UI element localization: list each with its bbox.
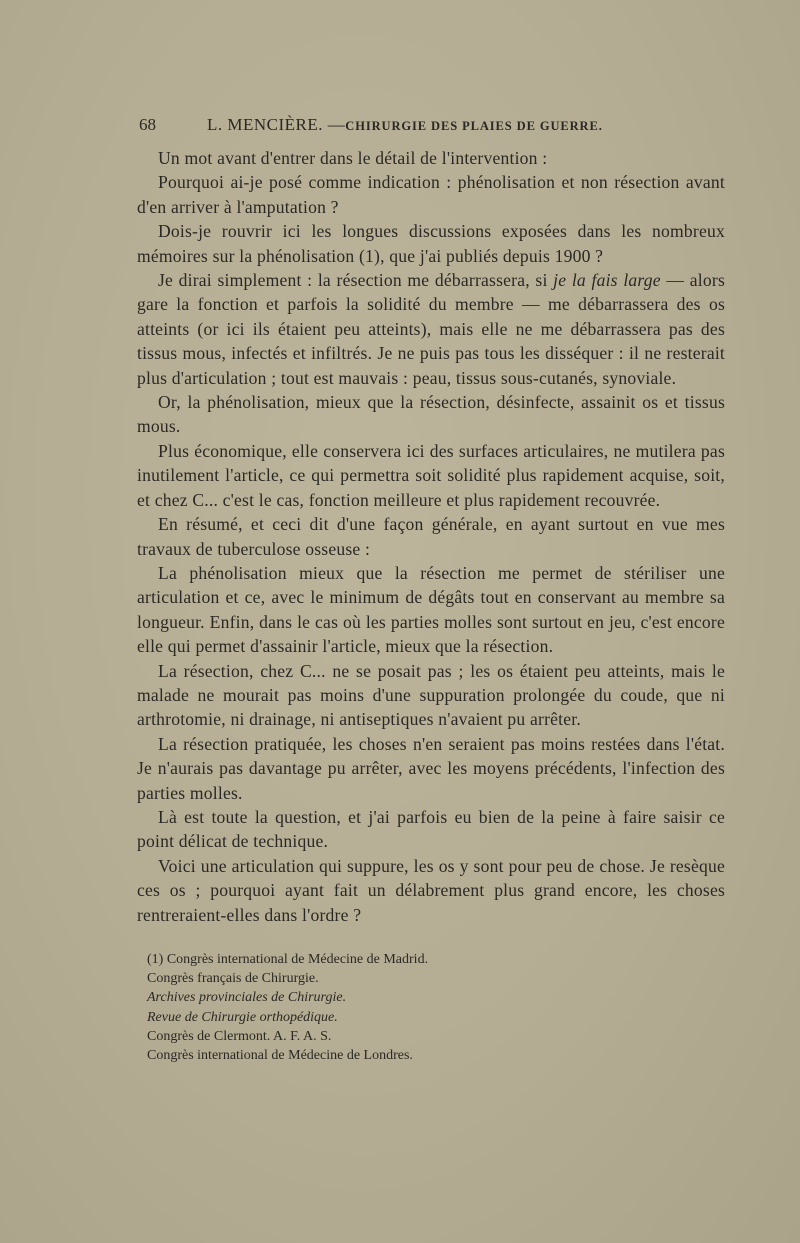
- paragraph: Or, la phénolisation, mieux que la résection, désinfecte, assainit os et tissus mous.: [137, 392, 725, 437]
- footnote: Congrès français de Chirurgie.: [147, 971, 319, 987]
- paragraph: Un mot avant d'entrer dans le détail de l'intervention :: [158, 148, 548, 168]
- book-title: CHIRURGIE DES PLAIES DE GUERRE.: [345, 119, 603, 133]
- paragraph: La résection, chez C... ne se posait pas ; les os étaient peu atteints, mais le malade ne mourait pas moins d'une suppuration prolongée du coude, que ni arthrotomie, ni drainage, ni antiseptiques n'avaient pu arrêter.: [137, 660, 725, 730]
- footnote: Congrès international de Médecine de Londres.: [147, 1048, 413, 1064]
- paragraph: Je dirai simplement : la résection me débarrassera, si je la fais large — alors gare la fonction et parfois la solidité du membre — me débarrassera des os atteints (or ici ils étaient peu atteints), mais elle ne me débarrassera pas des tissus mous, infectés et infiltrés. Je ne puis pas tous les disséquer : il ne resterait plus d'articulation ; tout est mauvais : peau, tissus sous-cutanés, synoviale.: [137, 270, 725, 388]
- author-name: L. MENCIÈRE. —: [207, 115, 346, 134]
- paragraph: Dois-je rouvrir ici les longues discussions exposées dans les nombreux mémoires sur la phénolisation (1), que j'ai publiés depuis 1900 ?: [137, 221, 725, 266]
- page-content: [137, 115, 725, 1065]
- paragraph: En résumé, et ceci dit d'une façon générale, en ayant surtout en vue mes travaux de tuberculose osseuse :: [137, 514, 725, 559]
- paragraph: Plus économique, elle conservera ici des surfaces articulaires, ne mutilera pas inutilement l'article, ce qui permettra soit solidité plus rapidement acquise, soit, et chez C... c'est le cas, fonction meilleure et plus rapidement recouvrée.: [137, 440, 725, 510]
- paragraph: La résection pratiquée, les choses n'en seraient pas moins restées dans l'état. Je n'aurais pas davantage pu arrêter, avec les moyens précédents, l'infection des parties molles.: [137, 733, 725, 803]
- page-number: 68: [139, 115, 156, 134]
- body-text: [137, 146, 725, 927]
- footnote: Archives provinciales de Chirurgie.: [147, 990, 347, 1006]
- paragraph: Voici une articulation qui suppure, les os y sont pour peu de chose. Je resèque ces os ; pourquoi ayant fait un délabrement plus grand encore, les choses rentreraient-elles dans l'ordre ?: [137, 855, 725, 925]
- paragraph: Pourquoi ai-je posé comme indication : phénolisation et non résection avant d'en arriver à l'amputation ?: [137, 172, 725, 217]
- footnote: Revue de Chirurgie orthopédique.: [147, 1009, 338, 1025]
- paragraph: Là est toute la question, et j'ai parfois eu bien de la peine à faire saisir ce point délicat de technique.: [137, 806, 725, 852]
- footnotes: [137, 950, 725, 1065]
- footnote: (1) Congrès international de Médecine de Madrid.: [147, 952, 429, 967]
- running-header: [137, 115, 725, 136]
- footnote: Congrès de Clermont. A. F. A. S.: [147, 1028, 332, 1044]
- emphasis: je la fais large: [553, 270, 661, 291]
- paragraph: La phénolisation mieux que la résection me permet de stériliser une articulation et ce, avec le minimum de dégâts tout en conservant au membre sa longueur. Enfin, dans le cas où les parties molles sont surtout en jeu, c'est encore elle qui permet d'assainir l'article, mieux que la résection.: [137, 562, 725, 657]
